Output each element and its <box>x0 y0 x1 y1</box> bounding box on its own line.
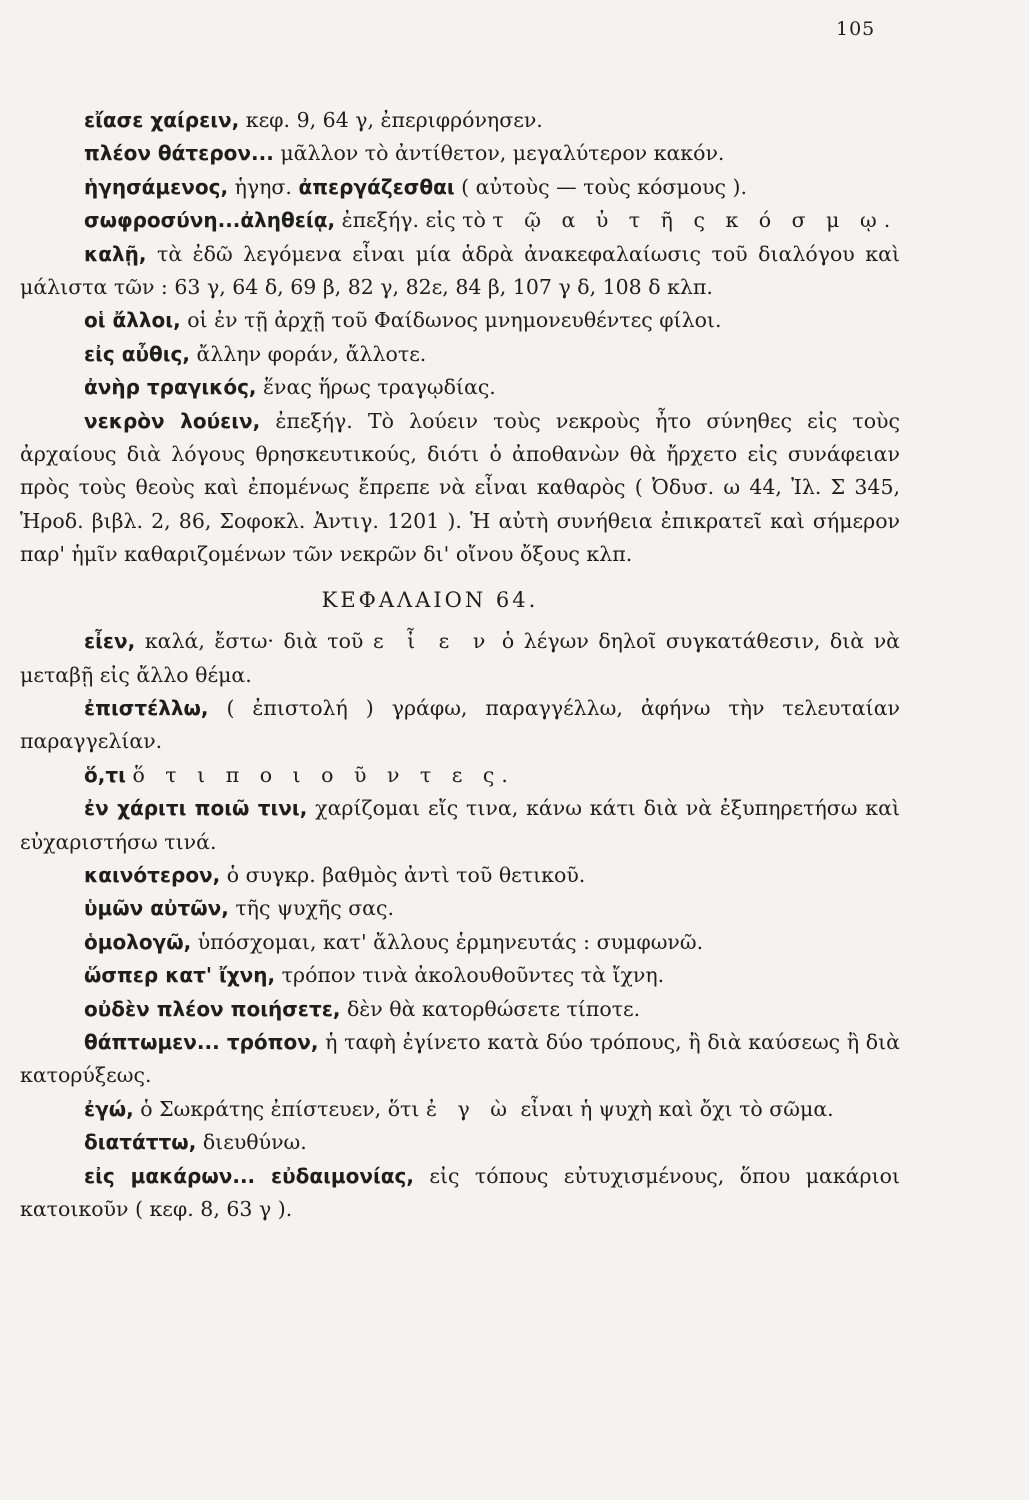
gloss-entry <box>20 405 900 572</box>
gloss-entry <box>20 304 900 337</box>
gloss-entry <box>20 859 900 892</box>
lemma: εἰς μακάρων... εὐδαιμονίας, <box>84 1163 414 1188</box>
gloss-text: κεφ. 9, 64 γ, ἐπεριφρόνησεν. <box>239 108 543 132</box>
gloss-text: . <box>501 762 508 787</box>
gloss-text: ὑπόσχομαι, κατ' ἄλλους ἑρμηνευτάς : συμφωνῶ. <box>191 929 704 954</box>
lemma: ἀνὴρ τραγικός, <box>84 375 257 400</box>
gloss-entry <box>20 338 900 371</box>
gloss-text: . <box>883 208 891 233</box>
gloss-text: δὲν θὰ κατορθώσετε τίποτε. <box>340 996 641 1021</box>
lemma: καινότερον, <box>84 862 221 887</box>
gloss-text: ἐπεξήγ. Τὸ λούειν τοὺς νεκροὺς ἦτο σύνηθες εἰς τοὺς ἀρχαίους διὰ λόγους θρησκευτικούς, διότι ὁ ἀποθανὼν θὰ ἤρχετο εἰς συνάφειαν πρὸς τοὺς θεοὺς καὶ ἐπομένως ἔπρεπε νὰ εἶναι καθαρὸς ( Ὀδυσ. ω 44, Ἰλ. Σ 345, Ἡροδ. βιβλ. 2, 86, Σοφοκλ. Ἀντιγ. 1201 ). Ἡ αὐτὴ συνήθεια ἐπικρατεῖ καὶ σήμερον παρ' ἡμῖν καθαριζομένων τῶν νεκρῶν δι' οἴνου ὄξους κλπ. <box>20 408 900 567</box>
spaced-quote: ὅ τ ι π ο ι ο ῦ ν τ ε ς <box>132 762 502 787</box>
lemma: θάπτωμεν... τρόπον, <box>84 1029 319 1054</box>
gloss-text: ἕνας ἥρως τραγῳδίας. <box>256 375 496 400</box>
lemma: ἐπιστέλλω, <box>84 695 209 720</box>
gloss-entry <box>20 926 900 959</box>
lemma: πλέον θάτερον... <box>84 141 274 166</box>
gloss-text: ὁ Σωκράτης ἐπίστευεν, ὅτι <box>133 1096 426 1121</box>
spaced-quote: τ ῷ α ὐ τ ῆ ς κ ό σ μ ῳ <box>492 208 884 233</box>
gloss-text: μᾶλλον τὸ ἀντίθετον, μεγαλύτερον κακόν. <box>273 141 725 166</box>
gloss-entry <box>20 1026 900 1093</box>
lemma: διατάττω, <box>84 1130 197 1155</box>
gloss-entry <box>20 759 900 792</box>
gloss-entry <box>20 238 900 305</box>
lemma: οἱ ἄλλοι, <box>84 308 181 333</box>
chapter-heading: ΚΕΦΑΛΑΙΟΝ 64. <box>321 587 539 612</box>
gloss-entry <box>20 1160 900 1227</box>
lemma: ὑμῶν αὐτῶν, <box>84 896 229 921</box>
spaced-quote: ἐ γ ὼ <box>425 1096 514 1121</box>
gloss-entry <box>20 1126 900 1159</box>
lemma: καλῇ, <box>84 241 147 266</box>
spaced-quote: ε ἶ ε ν <box>372 629 493 654</box>
gloss-entry <box>20 171 900 204</box>
lemma: σωφροσύνη...ἀληθείᾳ, <box>84 208 336 233</box>
commentary-group-1 <box>20 104 900 572</box>
gloss-entry <box>20 371 900 404</box>
commentary-group-2 <box>20 625 900 1226</box>
gloss-text: εἰς τόπους εὐτυχισμένους, ὅπου μακάριοι κατοικοῦν ( κεφ. 8, 63 γ ). <box>20 1163 900 1221</box>
lemma: ἀπεργάζεσθαι <box>298 174 455 199</box>
lemma: ἐγώ, <box>84 1096 134 1121</box>
gloss-text: ὁ συγκρ. βαθμὸς ἀντὶ τοῦ θετικοῦ. <box>220 862 586 887</box>
lemma: ἡγησάμενος, <box>84 174 229 199</box>
gloss-text: ἡγησ. <box>228 174 299 199</box>
gloss-text: καλά, ἔστω· διὰ τοῦ <box>135 629 373 654</box>
gloss-text: οἱ ἐν τῇ ἀρχῇ τοῦ Φαίδωνος μνημονευθέντες φίλοι. <box>180 308 722 333</box>
gloss-text: τὰ ἐδῶ λεγόμενα εἶναι μία ἁδρὰ ἀνακεφαλαίωσις τοῦ διαλόγου καὶ μάλιστα τῶν : 63 γ, 64 δ, 69 β, 82 γ, 82ε, 84 β, 107 γ δ, 108 δ κλπ. <box>20 241 900 300</box>
lemma: εἴασε χαίρειν, <box>84 108 240 132</box>
gloss-entry <box>20 625 900 692</box>
gloss-text: τρόπον τινὰ ἀκολουθοῦντες τὰ ἴχνη. <box>275 963 665 988</box>
lemma: οὐδὲν πλέον ποιήσετε, <box>84 996 341 1021</box>
gloss-text: ἡ ταφὴ ἐγίνετο κατὰ δύο τρόπους, ἢ διὰ καύσεως ἢ διὰ κατορύξεως. <box>20 1029 901 1088</box>
gloss-entry <box>20 892 900 925</box>
gloss-entry <box>20 692 900 759</box>
lemma: ὥσπερ κατ' ἴχνη, <box>84 963 276 988</box>
gloss-text: τῆς ψυχῆς σας. <box>228 896 395 921</box>
gloss-text: ἐπεξήγ. εἰς τὸ <box>335 208 493 233</box>
gloss-entry <box>20 137 900 170</box>
lemma: ὅ,τι <box>84 762 126 787</box>
gloss-text: εἶναι ἡ ψυχὴ καὶ ὄχι τὸ σῶμα. <box>513 1096 834 1121</box>
gloss-entry <box>20 204 900 237</box>
gloss-entry <box>20 993 900 1026</box>
gloss-text: ὁ λέγων δηλοῖ συγκατάθεσιν, διὰ νὰ μεταβῇ εἰς ἄλλο θέμα. <box>20 629 900 687</box>
commentary-text <box>20 104 900 1226</box>
gloss-entry <box>20 104 900 137</box>
gloss-entry <box>20 792 900 859</box>
gloss-entry <box>20 1093 900 1126</box>
gloss-text: χαρίζομαι εἴς τινα, κάνω κάτι διὰ νὰ ἐξυπηρετήσω καὶ εὐχαριστήσω τινά. <box>20 796 900 854</box>
gloss-text: ( ἐπιστολή ) γράφω, παραγγέλλω, ἀφήνω τὴν τελευταίαν παραγγελίαν. <box>20 695 900 754</box>
gloss-text: ( αὐτοὺς — τοὺς κόσμους ). <box>454 174 748 199</box>
lemma: νεκρὸν λούειν, <box>84 408 261 433</box>
gloss-text: ἄλλην φοράν, ἄλλοτε. <box>189 341 427 366</box>
gloss-entry <box>20 959 900 992</box>
page-number: 105 <box>836 18 876 40</box>
lemma: ὁμολογῶ, <box>84 929 192 954</box>
lemma: εἰς αὖθις, <box>84 341 190 366</box>
gloss-text: διευθύνω. <box>196 1130 307 1155</box>
lemma: ἐν χάριτι ποιῶ τινι, <box>84 796 308 821</box>
lemma: εἶεν, <box>84 629 136 654</box>
